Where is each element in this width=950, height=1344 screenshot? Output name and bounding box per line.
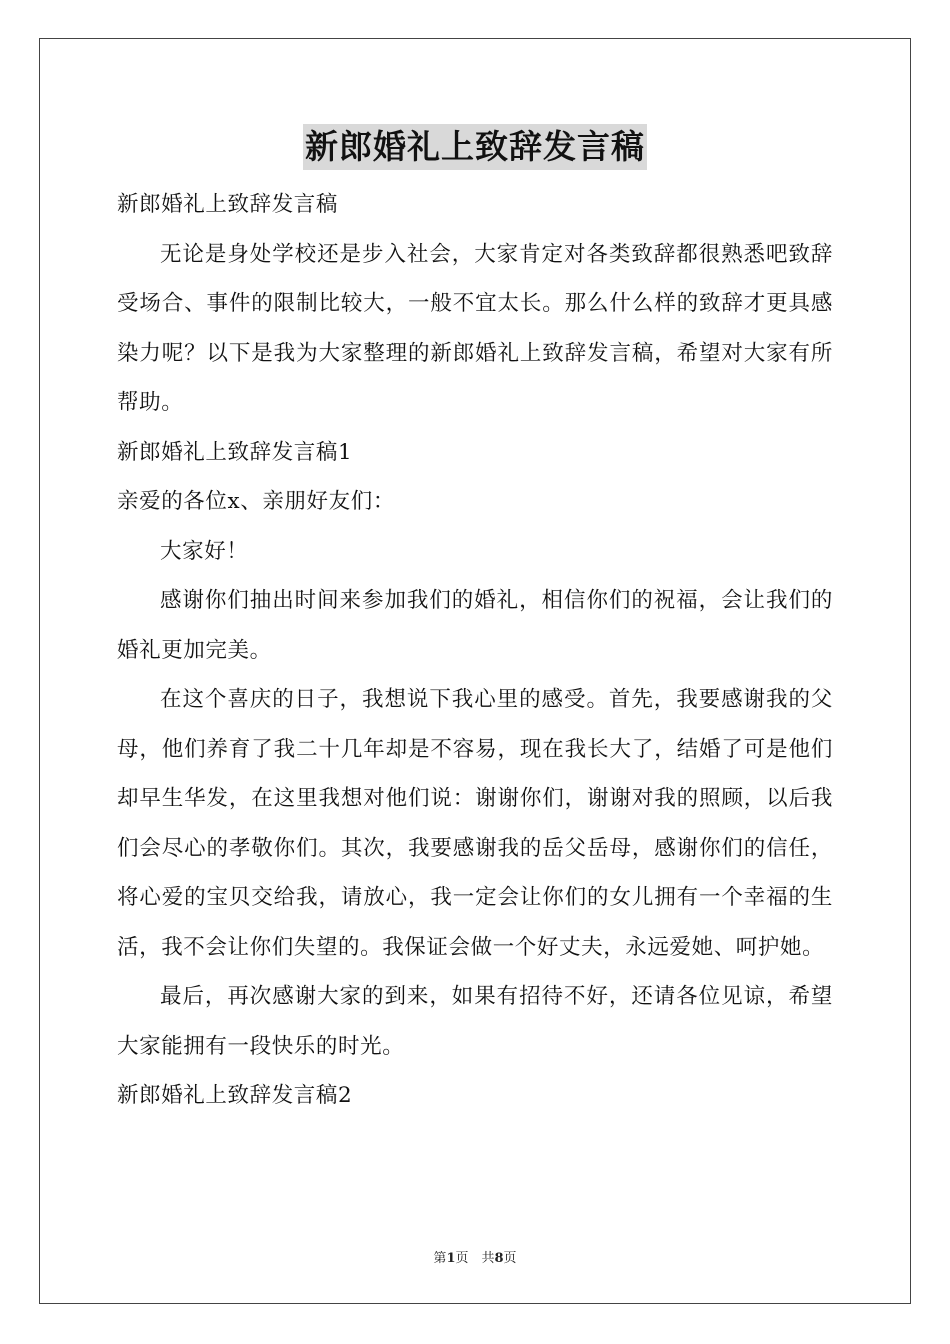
paragraph: 感谢你们抽出时间来参加我们的婚礼，相信你们的祝福，会让我们的婚礼更加完美。 [117,588,833,663]
section-heading: 新郎婚礼上致辞发言稿2 [117,1083,353,1108]
paragraph: 大家好！ [160,538,249,564]
page-footer [0,1247,950,1266]
paragraph: 无论是身处学校还是步入社会，大家肯定对各类致辞都很熟悉吧致辞受场合、事件的限制比较大，一般不宜太长。那么什么样的致辞才更具感染力呢？以下是我为大家整理的新郎婚礼上致辞发言稿，希望对大家有所帮助。 [117,241,833,415]
footer-suffix: 页 [503,1251,517,1266]
total-page-number: 8 [494,1251,504,1266]
document-title: 新郎婚礼上致辞发言稿 [303,124,647,170]
footer-prefix: 第 [433,1251,447,1266]
title-container [0,124,950,170]
paragraph: 新郎婚礼上致辞发言稿 [117,192,339,217]
paragraph: 最后，再次感谢大家的到来，如果有招待不好，还请各位见谅，希望大家能拥有一段快乐的时光。 [117,984,833,1059]
section-heading: 新郎婚礼上致辞发言稿1 [117,439,353,465]
footer-mid: 页 共 [455,1251,495,1266]
salutation: 亲爱的各位x、亲朋好友们： [117,489,395,514]
paragraph: 在这个喜庆的日子，我想说下我心里的感受。首先，我要感谢我的父母，他们养育了我二十几年却是不容易，现在我长大了，结婚了可是他们却早生华发，在这里我想对他们说：谢谢你们，谢谢对我的照顾，以后我们会尽心的孝敬你们。其次，我要感谢我的岳父岳母，感谢你们的信任，将心爱的宝贝交给我，请放心，我一定会让你们的女儿拥有一个幸福的生活，我不会让你们失望的。我保证会做一个好丈夫，永远爱她、呵护她。 [117,687,833,960]
current-page-number: 1 [446,1251,456,1266]
document-body [117,180,833,1121]
